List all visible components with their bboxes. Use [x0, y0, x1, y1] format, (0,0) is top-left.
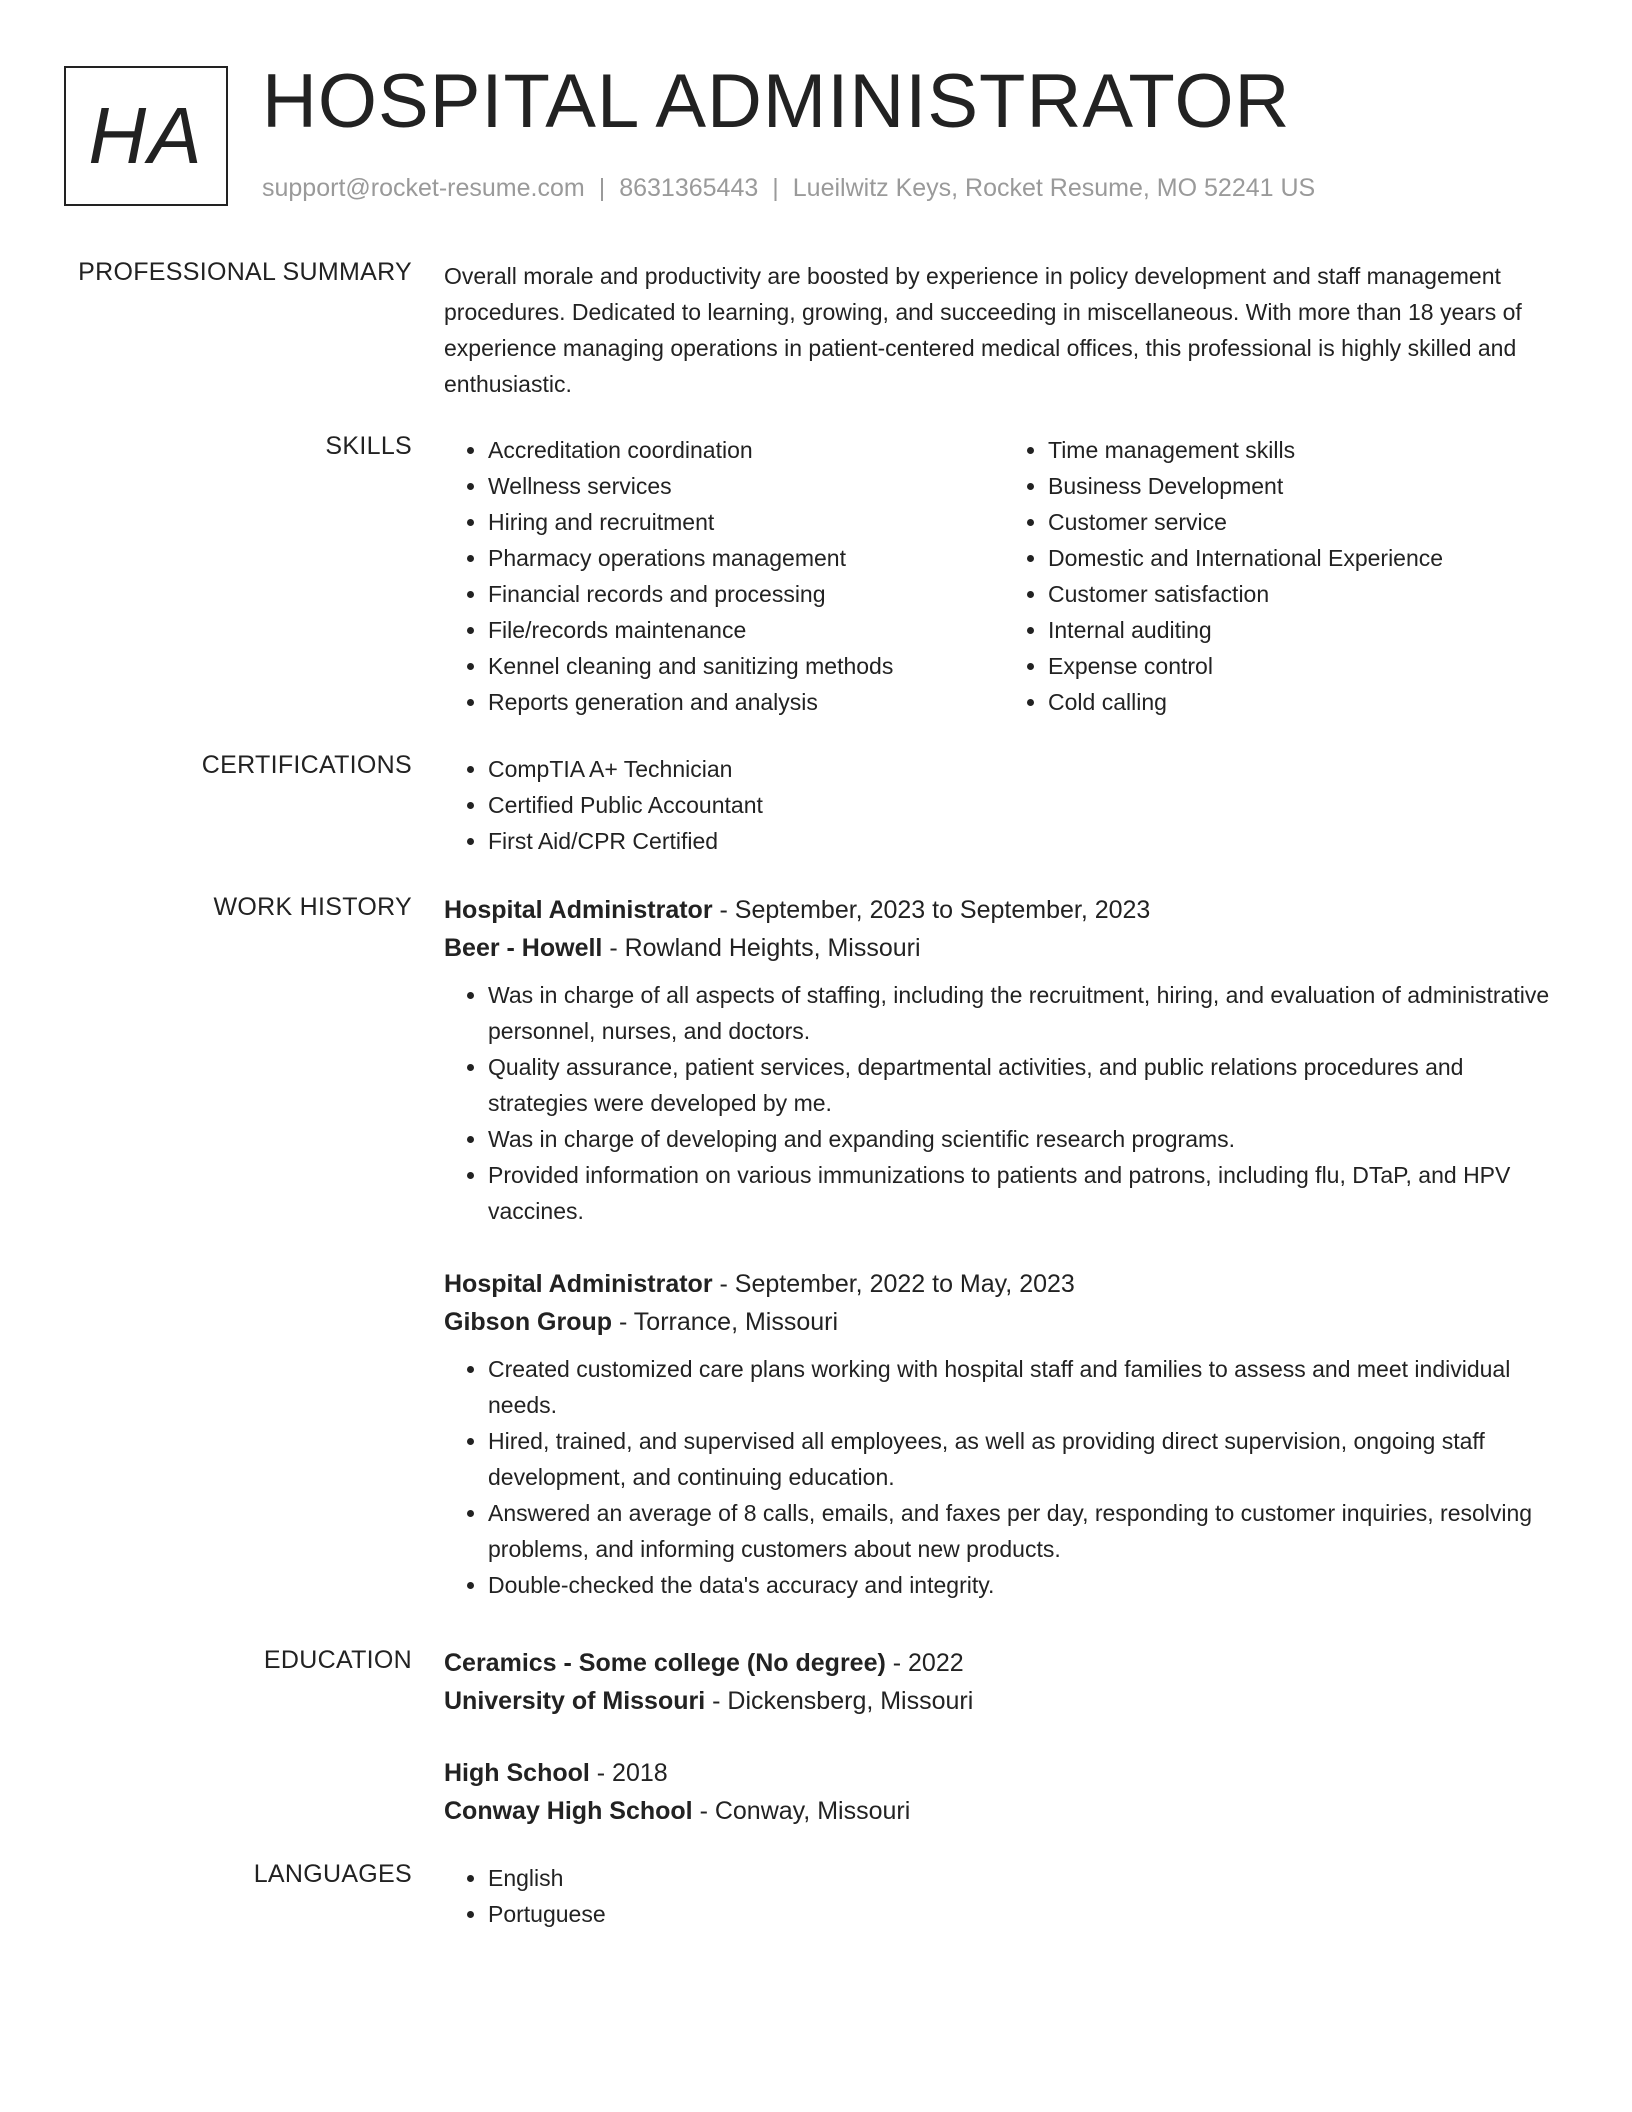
summary-text: Overall morale and productivity are boosted by experience in policy development and staff management procedures. Dedicated to learning, growing, and succeeding in miscellaneous. With more than 18 years of experience managing operations in patient-centered medical offices, this professional is highly skilled and enthusiastic. [444, 263, 1522, 397]
list-item: • Internal auditing [1048, 612, 1564, 648]
list-item: • Portuguese [488, 1896, 1564, 1932]
contact-line [262, 174, 1315, 203]
list-item: • English [488, 1860, 1564, 1896]
contact-separator: | [598, 174, 606, 202]
list-item: • Reports generation and analysis [488, 684, 1004, 720]
job-company: Beer - Howell [444, 934, 603, 962]
job-dates: - September, 2022 to May, 2023 [712, 1270, 1075, 1298]
list-item: • Domestic and International Experience [1048, 540, 1564, 576]
list-item: • Wellness services [488, 468, 1004, 504]
job-title: Hospital Administrator [444, 896, 713, 924]
list-item: • Answered an average of 8 calls, emails, and faxes per day, responding to customer inquiries, resolving problems, and informing customers about new products. [488, 1495, 1564, 1567]
section-label-work-history: WORK HISTORY [213, 893, 412, 921]
list-item: • Was in charge of developing and expanding scientific research programs. [488, 1121, 1564, 1157]
languages-list [444, 1860, 1564, 1932]
list-item: • Customer satisfaction [1048, 576, 1564, 612]
certifications-list [444, 751, 1564, 859]
list-item: • First Aid/CPR Certified [488, 823, 1564, 859]
list-item: • Financial records and processing [488, 576, 1004, 612]
job-entry [444, 891, 1564, 1229]
education-year: - 2022 [885, 1649, 964, 1677]
section-label-skills: SKILLS [325, 432, 412, 460]
education-school: University of Missouri [444, 1687, 706, 1715]
education-entry [444, 1644, 1564, 1720]
list-item: • CompTIA A+ Technician [488, 751, 1564, 787]
list-item: • Was in charge of all aspects of staffing, including the recruitment, hiring, and evaluation of administrative personnel, nurses, and doctors. [488, 977, 1564, 1049]
skills-list-left [444, 432, 1004, 720]
education-location: - Conway, Missouri [692, 1797, 911, 1825]
job-dates: - September, 2023 to September, 2023 [712, 896, 1151, 924]
list-item: • Double-checked the data's accuracy and integrity. [488, 1567, 1564, 1603]
job-location: - Rowland Heights, Missouri [602, 934, 921, 962]
work-history-body [444, 891, 1564, 1639]
monogram-logo: HA [64, 66, 228, 206]
page-title: HOSPITAL ADMINISTRATOR [262, 59, 1291, 144]
job-bullets [444, 977, 1564, 1229]
list-item: • Provided information on various immunizations to patients and patrons, including flu, DTaP, and HPV vaccines. [488, 1157, 1564, 1229]
list-item: • Accreditation coordination [488, 432, 1004, 468]
contact-address: Lueilwitz Keys, Rocket Resume, MO 52241 US [792, 174, 1316, 202]
education-body [444, 1644, 1564, 1864]
list-item: • Hired, trained, and supervised all employees, as well as providing direct supervision, ongoing staff development, and continuing education. [488, 1423, 1564, 1495]
list-item: • Kennel cleaning and sanitizing methods [488, 648, 1004, 684]
list-item: • Pharmacy operations management [488, 540, 1004, 576]
list-item: • Hiring and recruitment [488, 504, 1004, 540]
job-entry [444, 1265, 1564, 1603]
contact-phone[interactable]: 8631365443 [619, 174, 759, 202]
section-label-summary: PROFESSIONAL SUMMARY [78, 258, 412, 286]
list-item: • Business Development [1048, 468, 1564, 504]
list-item: • Time management skills [1048, 432, 1564, 468]
education-school: Conway High School [444, 1797, 693, 1825]
list-item: • Created customized care plans working with hospital staff and families to assess and meet individual needs. [488, 1351, 1564, 1423]
list-item: • Expense control [1048, 648, 1564, 684]
section-label-languages: LANGUAGES [253, 1860, 412, 1888]
contact-separator: | [772, 174, 779, 202]
contact-email[interactable]: support@rocket-resume.com [262, 174, 585, 202]
list-item: • Cold calling [1048, 684, 1564, 720]
list-item: • File/records maintenance [488, 612, 1004, 648]
job-bullets [444, 1351, 1564, 1603]
job-title: Hospital Administrator [444, 1270, 713, 1298]
list-item: • Certified Public Accountant [488, 787, 1564, 823]
education-degree: Ceramics - Some college (No degree) [444, 1649, 886, 1677]
education-degree: High School [444, 1759, 590, 1787]
list-item: • Customer service [1048, 504, 1564, 540]
list-item: • Quality assurance, patient services, departmental activities, and public relations procedures and strategies were developed by me. [488, 1049, 1564, 1121]
education-entry [444, 1754, 1564, 1830]
job-location: - Torrance, Missouri [612, 1308, 839, 1336]
section-label-education: EDUCATION [263, 1646, 412, 1674]
skills-list-right [1004, 432, 1564, 720]
skills-body [444, 432, 1564, 720]
education-year: - 2018 [589, 1759, 668, 1787]
education-location: - Dickensberg, Missouri [705, 1687, 974, 1715]
job-company: Gibson Group [444, 1308, 613, 1336]
section-label-certifications: CERTIFICATIONS [201, 751, 412, 779]
